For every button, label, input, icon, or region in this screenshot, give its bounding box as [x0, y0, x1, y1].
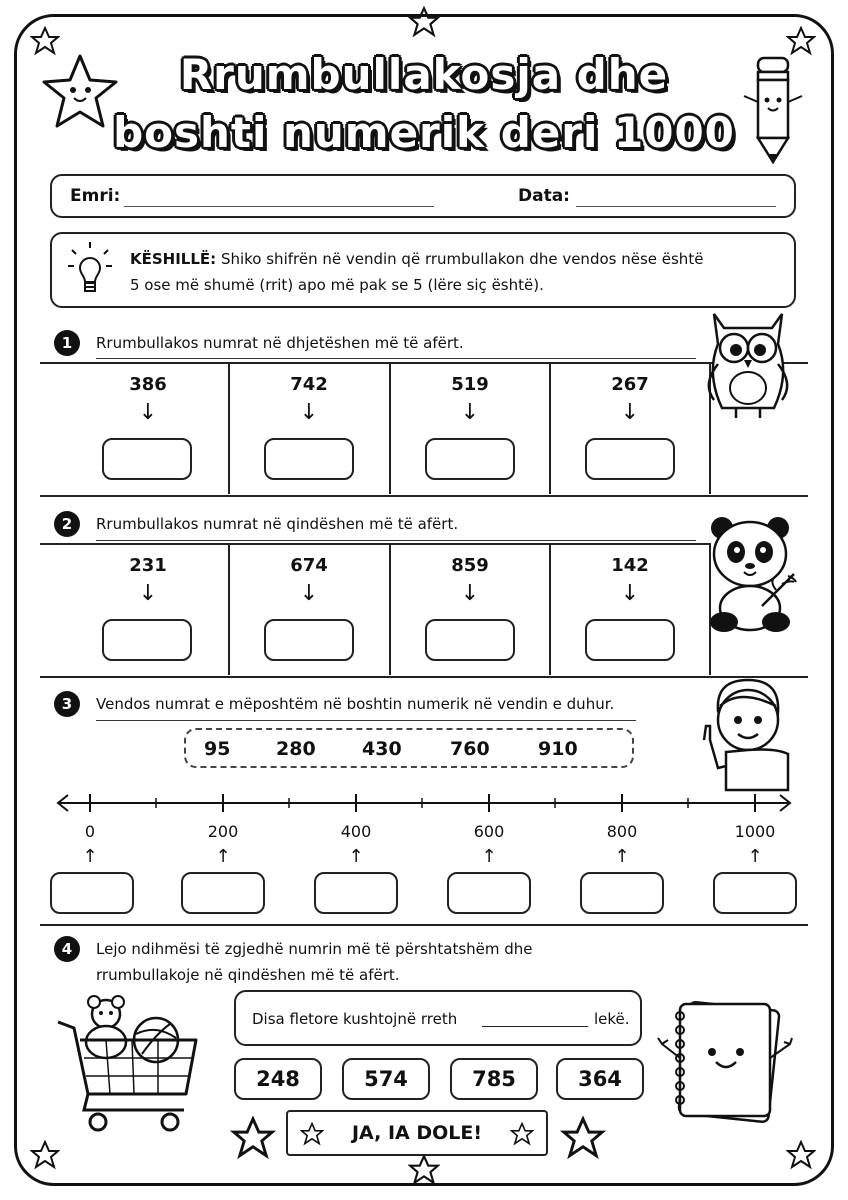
number-line	[52, 788, 796, 818]
down-arrow-icon: ↓	[299, 581, 319, 606]
sentence-box	[234, 990, 642, 1046]
choice-button[interactable]: 785	[450, 1058, 538, 1100]
name-date-bar	[50, 174, 796, 218]
banner-text: JA, IA DOLE!	[351, 1122, 483, 1144]
number-to-round: 859	[451, 555, 489, 576]
section-2-item	[68, 555, 228, 665]
number-line-answer-box[interactable]	[713, 872, 797, 914]
section-1-top-rule	[40, 362, 808, 364]
number-line-answer-box[interactable]	[50, 872, 134, 914]
notebook-icon	[650, 998, 800, 1128]
answer-box[interactable]	[425, 619, 515, 661]
up-arrow-icon: ↑	[481, 846, 497, 867]
sentence-blank[interactable]	[482, 1026, 588, 1027]
shopping-cart-icon	[56, 994, 202, 1134]
up-arrow-icon: ↑	[82, 846, 98, 867]
axis-label: 200	[207, 822, 239, 841]
up-arrow-icon: ↑	[348, 846, 364, 867]
star-icon	[230, 1116, 276, 1160]
section-divider	[40, 495, 808, 497]
name-field[interactable]	[124, 206, 434, 207]
panda-icon	[704, 514, 800, 636]
star-icon	[30, 1140, 60, 1170]
lightbulb-icon	[66, 240, 114, 302]
number-to-place: 910	[538, 738, 578, 760]
down-arrow-icon: ↓	[138, 581, 158, 606]
section-2-instruction: Rrumbullakos numrat në qindëshen më të afërt.	[96, 515, 459, 533]
section-2-item	[550, 555, 710, 665]
numbers-to-place-box	[184, 728, 634, 768]
number-line-answer-box[interactable]	[314, 872, 398, 914]
tip-text-line-1: Shiko shifrën në vendin që rrumbullakon dhe vendos nëse është	[220, 250, 704, 268]
number-to-place: 430	[362, 738, 402, 760]
section-4-instruction	[96, 936, 533, 988]
number-to-round: 742	[290, 374, 328, 395]
down-arrow-icon: ↓	[460, 581, 480, 606]
section-1-item	[229, 374, 389, 484]
up-arrow-icon: ↑	[614, 846, 630, 867]
tip-text	[130, 246, 730, 298]
sentence-text: Disa fletore kushtojnë rreth	[252, 1010, 458, 1028]
down-arrow-icon: ↓	[138, 400, 158, 425]
section-2-item	[390, 555, 550, 665]
axis-label: 0	[84, 822, 96, 841]
section-1-underline	[96, 358, 696, 359]
number-to-round: 386	[129, 374, 167, 395]
boy-icon	[696, 670, 800, 792]
sentence-end: lekë.	[594, 1010, 630, 1028]
section-3-instruction: Vendos numrat e mëposhtëm në boshtin numerik në vendin e duhur.	[96, 695, 615, 713]
section-4-instruction-line-1: Lejo ndihmësi të zgjedhë numrin më të përshtatshëm dhe	[96, 940, 533, 958]
star-icon	[300, 1122, 324, 1146]
section-2-top-rule	[40, 543, 710, 545]
name-label: Emri:	[70, 186, 121, 206]
star-icon	[510, 1122, 534, 1146]
section-3-number: 3	[54, 691, 80, 717]
axis-label: 600	[473, 822, 505, 841]
section-4-number: 4	[54, 936, 80, 962]
success-banner	[286, 1110, 548, 1156]
answer-box[interactable]	[102, 438, 192, 480]
section-2-number: 2	[54, 511, 80, 537]
number-to-round: 519	[451, 374, 489, 395]
tip-label: KËSHILLË:	[130, 250, 217, 268]
section-divider	[40, 676, 808, 678]
choice-button[interactable]: 574	[342, 1058, 430, 1100]
number-line-answer-box[interactable]	[181, 872, 265, 914]
answer-box[interactable]	[425, 438, 515, 480]
up-arrow-icon: ↑	[747, 846, 763, 867]
number-to-round: 142	[611, 555, 649, 576]
star-icon	[560, 1116, 606, 1160]
date-field[interactable]	[576, 206, 776, 207]
answer-box[interactable]	[585, 619, 675, 661]
answer-box[interactable]	[585, 438, 675, 480]
answer-box[interactable]	[102, 619, 192, 661]
section-1-item	[550, 374, 710, 484]
section-2-underline	[96, 540, 696, 541]
star-icon	[786, 1140, 816, 1170]
owl-icon	[700, 304, 796, 426]
choice-button[interactable]: 364	[556, 1058, 644, 1100]
number-to-round: 267	[611, 374, 649, 395]
answer-box[interactable]	[264, 619, 354, 661]
section-divider	[40, 924, 808, 926]
down-arrow-icon: ↓	[299, 400, 319, 425]
axis-label: 400	[340, 822, 372, 841]
axis-label: 1000	[734, 822, 776, 841]
number-line-answer-box[interactable]	[447, 872, 531, 914]
number-line-answer-box[interactable]	[580, 872, 664, 914]
answer-box[interactable]	[264, 438, 354, 480]
number-to-round: 231	[129, 555, 167, 576]
down-arrow-icon: ↓	[460, 400, 480, 425]
date-label: Data:	[518, 186, 570, 206]
section-3-underline	[96, 720, 636, 721]
tip-box	[50, 232, 796, 308]
section-2-item	[229, 555, 389, 665]
section-1-instruction: Rrumbullakos numrat në dhjetëshen më të afërt.	[96, 334, 464, 352]
star-icon	[408, 1154, 440, 1186]
number-to-place: 95	[204, 738, 231, 760]
page-title-line-2: boshti numerik deri 1000	[113, 108, 735, 157]
star-icon	[408, 6, 440, 38]
number-to-round: 674	[290, 555, 328, 576]
number-to-place: 760	[450, 738, 490, 760]
page-title-line-1: Rrumbullakosja dhe	[179, 50, 669, 99]
number-to-place: 280	[276, 738, 316, 760]
up-arrow-icon: ↑	[215, 846, 231, 867]
axis-label: 800	[606, 822, 638, 841]
choice-button[interactable]: 248	[234, 1058, 322, 1100]
section-4-instruction-line-2: rrumbullakoje në qindëshen më të afërt.	[96, 966, 400, 984]
tip-text-line-2: 5 ose më shumë (rrit) apo më pak se 5 (lëre siç është).	[130, 276, 544, 294]
section-1-item	[390, 374, 550, 484]
section-1-number: 1	[54, 330, 80, 356]
down-arrow-icon: ↓	[620, 581, 640, 606]
down-arrow-icon: ↓	[620, 400, 640, 425]
section-1-item	[68, 374, 228, 484]
